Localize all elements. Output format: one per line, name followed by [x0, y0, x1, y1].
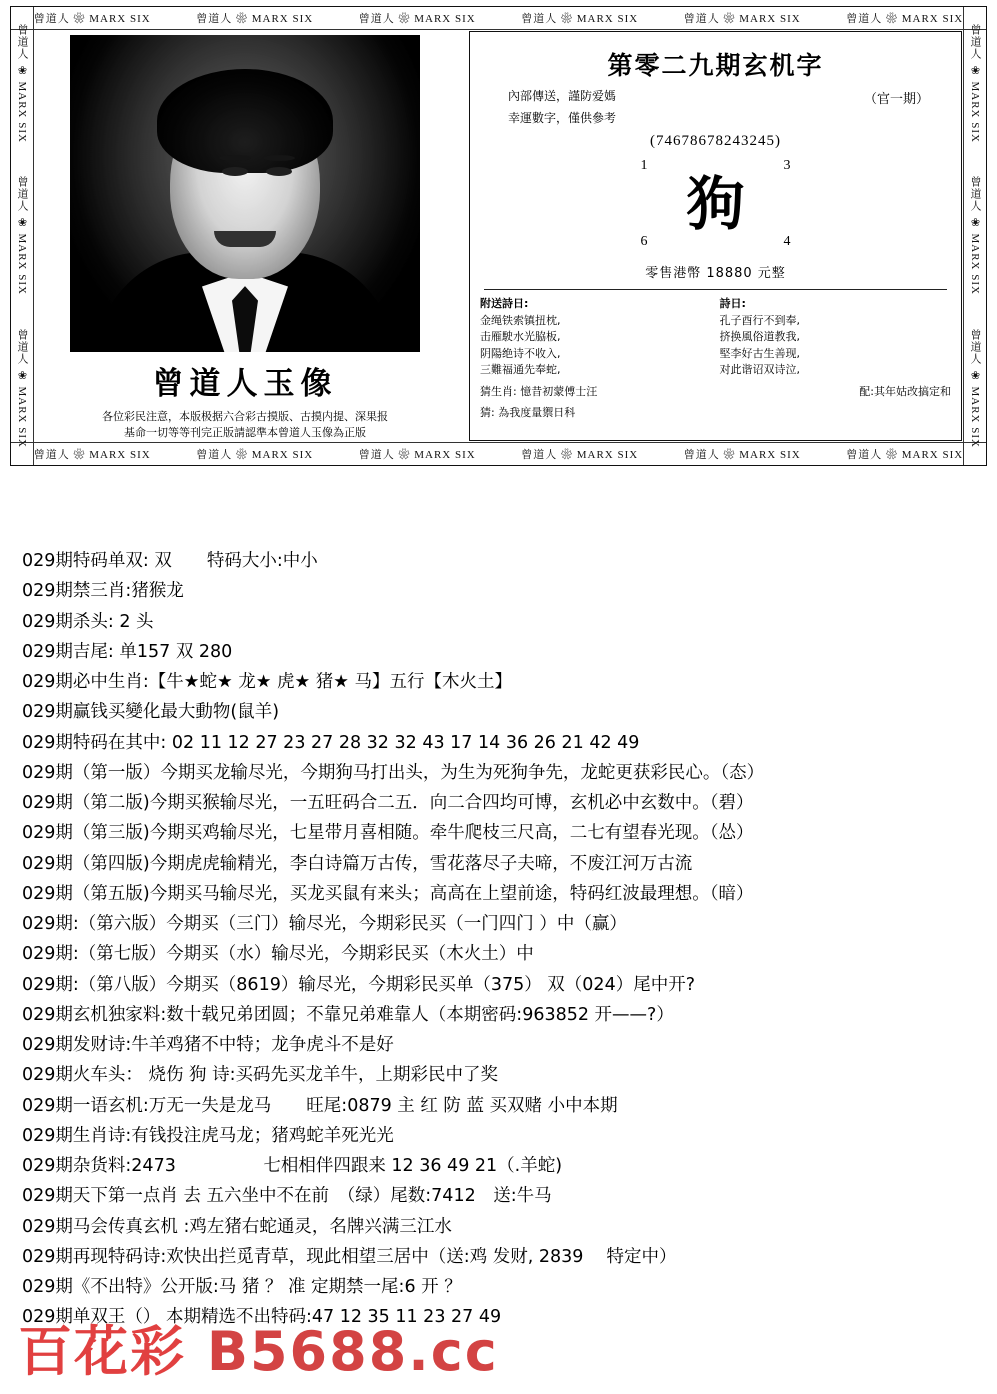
card-subheader	[480, 84, 951, 129]
poem-left-line-3: 阴陽绝诗不收入,	[480, 346, 561, 360]
poem-left-line-4: 三難福通先奉蛇,	[480, 363, 561, 377]
photo-brow-right	[263, 155, 295, 161]
list-item: 029期吉尾: 单157 双 280	[22, 641, 233, 662]
watermark-text-1: 百花彩	[18, 1320, 186, 1383]
card-sub-left	[508, 86, 616, 129]
border-text: 曾道人 ❀ MARX SIX	[521, 449, 639, 461]
list-item: 029期（第一版）今期买龙输尽光，今期狗马打出头，为生为死狗争先，龙蛇更获彩民心。（态）	[22, 762, 765, 783]
poem-left-line-1: 金绳铁索镇扭枕,	[480, 313, 561, 327]
watermark-text-2: B5688.cc	[206, 1320, 499, 1383]
border-text: 曾道人 ❀ MARX SIX	[33, 13, 151, 25]
poster-border-left	[11, 7, 34, 465]
portrait-caption: 曾道人玉像	[152, 366, 338, 403]
border-text: 曾道人 ❀ MARX SIX	[16, 176, 28, 296]
card-divider	[484, 289, 947, 290]
guess-left-2	[480, 404, 575, 422]
list-item: 029期单双王（） 本期精选不出特码:47 12 35 11 23 27 49	[22, 1307, 502, 1328]
guess-text-2: 為我度量禦日科	[498, 406, 576, 420]
poem-right	[720, 296, 952, 379]
poem-right-line-4: 对此谐诏双诗泣,	[719, 363, 800, 377]
card-sub-line-2: 幸運數字，僅供參考	[508, 110, 617, 125]
poem-left-line-2: 击雁駛水光脇板,	[480, 330, 561, 344]
border-text: 曾道人 ❀ MARX SIX	[358, 449, 476, 461]
zodiac-corner-bottom-left: 6	[640, 234, 648, 250]
guess-label-2: 猜:	[480, 406, 495, 420]
poem-right-line-2: 挤换風俗道教我,	[719, 330, 800, 344]
list-item: 029期:（第六版）今期买（三门）输尽光，今期彩民买（一门四门 ）中（赢）	[22, 914, 627, 934]
list-item: 029期（第三版)今期买鸡输尽光，七星带月喜相随。牵牛爬枝三尺高，二七有望春光现。（怂）	[22, 823, 754, 844]
guess-label-1: 猜生肖:	[480, 384, 517, 398]
border-text: 曾道人 ❀ MARX SIX	[969, 176, 981, 296]
border-text: 曾道人 ❀ MARX SIX	[521, 13, 639, 25]
border-text: 曾道人 ❀ MARX SIX	[358, 13, 476, 25]
list-item: 029期一语玄机:万无一失是龙马 旺尾:0879 主 红 防 蓝 买双赌 小中本期	[22, 1095, 618, 1116]
poem-right-lines	[720, 313, 952, 379]
zodiac-character: 狗	[686, 170, 745, 239]
guess-text-1: 憶昔初蒙傅士汪	[520, 384, 598, 398]
zodiac-corner-top-right: 3	[783, 158, 791, 174]
zodiac-box	[641, 156, 791, 252]
list-item: 029期:（第七版）今期买（水）输尽光，今期彩民买（木火土）中	[22, 944, 534, 965]
card-lucky-numbers: (74678678243245)	[650, 133, 781, 150]
border-text: 曾道人 ❀ MARX SIX	[33, 449, 151, 461]
portrait-note-line-2: 基命一切等等刊完正版請認準本曾道人玉像為正版	[124, 426, 366, 440]
card-guess-row-2	[480, 404, 951, 422]
photo-brow-left	[219, 155, 251, 161]
poster-border-bottom	[11, 442, 986, 465]
card-issue-label: （官一期）	[863, 92, 929, 107]
border-text: 曾道人 ❀ MARX SIX	[969, 23, 981, 143]
card-title: 第零二九期玄机字	[607, 51, 824, 80]
list-item: 029期生肖诗:有钱投注虎马龙；猪鸡蛇羊死光光	[22, 1125, 394, 1146]
poster-border-top	[11, 7, 986, 30]
portrait-panel	[35, 31, 455, 441]
card-guess-row-1	[480, 383, 951, 401]
border-text: 曾道人 ❀ MARX SIX	[969, 329, 981, 449]
list-item: 029期杂货料:2473 七相相伴四跟来 12 36 49 21（.羊蛇)	[22, 1156, 563, 1176]
border-text: 曾道人 ❀ MARX SIX	[846, 13, 964, 25]
photo-eye-left	[222, 167, 248, 176]
list-item: 029期禁三肖:猪猴龙	[22, 581, 184, 602]
poem-right-label: 詩日:	[719, 297, 746, 311]
list-item: 029期火车头： 烧伤 狗 诗:买码先买龙羊牛，上期彩民中了奖	[22, 1065, 498, 1086]
list-item: 029期特码单双: 双 特码大小:中小	[22, 551, 318, 571]
poem-right-line-1: 孔子酉行不到奉,	[719, 313, 800, 327]
border-text: 曾道人 ❀ MARX SIX	[16, 329, 28, 449]
portrait-photo	[70, 35, 420, 352]
card-poems	[480, 296, 951, 379]
guess-right: 配:其年姑改搞定和	[859, 384, 951, 398]
portrait-note-line-1: 各位彩民注意，本版极据六合彩古摸版、古摸内提、深果报	[102, 410, 388, 424]
list-item: 029期（第四版)今期虎虎输精光，李白诗篇万古传，雪花落尽子夫啼，不废江河万古流	[22, 853, 693, 874]
poem-left-lines	[480, 313, 712, 379]
guess-left-1	[480, 383, 597, 401]
forecast-text-list	[22, 552, 972, 1328]
zodiac-corner-top-left: 1	[640, 158, 648, 174]
list-item: 029期天下第一点肖 去 五六坐中不在前 （绿）尾数:7412 送:牛马	[22, 1186, 552, 1207]
list-item: 029期必中生肖:【牛★蛇★ 龙★ 虎★ 猪★ 马】五行【木火土】	[22, 672, 512, 692]
list-item: 029期特码在其中: 02 11 12 27 23 27 28 32 32 43 17 14 36 26 21 42 49	[22, 732, 640, 753]
border-text: 曾道人 ❀ MARX SIX	[196, 449, 314, 461]
poem-right-line-3: 堅李好古生善现,	[719, 346, 800, 360]
zodiac-corner-bottom-right: 4	[783, 234, 791, 250]
list-item: 029期赢钱买變化最大動物(鼠羊)	[22, 702, 280, 723]
poster-border-right	[963, 7, 986, 465]
list-item: 029期（第二版)今期买猴输尽光，一五旺码合二五．向二合四均可博，玄机必中玄数中。（碧）	[22, 793, 754, 813]
poster-block	[10, 6, 987, 466]
border-text: 曾道人 ❀ MARX SIX	[683, 13, 801, 25]
card-price: 零售港幣 18880 元整	[645, 266, 786, 282]
list-item: 029期玄机独家料:数十载兄弟团圆；不靠兄弟难靠人（本期密码:963852 开——?）	[22, 1004, 674, 1025]
card-sub-line-1: 內部傳送，謹防爱媽	[508, 89, 617, 103]
list-item: 029期杀头: 2 头	[22, 611, 154, 632]
forecast-card	[469, 31, 962, 441]
list-item: 029期再现特码诗:欢快出拦觅青草，现此相望三居中（送:鸡 发财, 2839 特定中）	[22, 1246, 677, 1267]
poster-inner	[35, 31, 962, 441]
list-item: 029期马会传真玄机 :鸡左猪右蛇通灵，名牌兴满三江水	[22, 1216, 452, 1237]
border-text: 曾道人 ❀ MARX SIX	[16, 23, 28, 143]
photo-mouth	[214, 231, 276, 247]
list-item: 029期:（第八版）今期买（8619）输尽光，今期彩民买单（375） 双（024）尾中开?	[22, 974, 695, 995]
border-text: 曾道人 ❀ MARX SIX	[846, 449, 964, 461]
poem-left	[480, 296, 712, 379]
photo-eye-right	[266, 167, 292, 176]
list-item: 029期《不出特》公开版:马 猪 ？ 准 定期禁一尾:6 开 ？	[22, 1277, 462, 1297]
poem-left-label: 附送詩日:	[480, 297, 529, 311]
border-text: 曾道人 ❀ MARX SIX	[196, 13, 314, 25]
portrait-note	[98, 409, 392, 441]
list-item: 029期（第五版)今期买马输尽光，买龙买鼠有来头；高高在上望前途，特码红波最理想。（暗）	[22, 883, 754, 904]
border-text: 曾道人 ❀ MARX SIX	[683, 449, 801, 461]
list-item: 029期发财诗:牛羊鸡猪不中特；龙争虎斗不是好	[22, 1035, 394, 1055]
